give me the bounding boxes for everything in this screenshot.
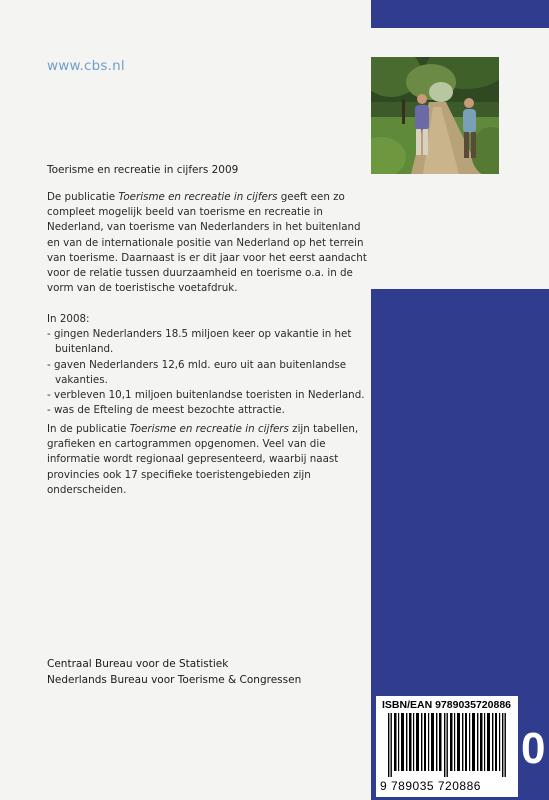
fact-item: - gaven Nederlanders 12,6 mld. euro uit aan buitenlandse vakanties. [47, 358, 367, 388]
isbn-barcode-box [376, 696, 518, 797]
fact-item: - verbleven 10,1 miljoen buitenlandse toeristen in Nederland. [47, 388, 367, 403]
facts-list [47, 327, 367, 418]
blue-header-band [371, 0, 549, 28]
hikers-photo [371, 57, 499, 174]
book-title: Toerisme en recreatie in cijfers 2009 [47, 164, 239, 176]
content-before: In de publicatie [47, 423, 130, 435]
facts-section [47, 312, 367, 418]
corner-digit: 0 [521, 724, 546, 773]
publishers [47, 656, 301, 688]
intro-paragraph [47, 190, 367, 296]
intro-before: De publicatie [47, 191, 119, 203]
publisher-nbtc: Nederlands Bureau voor Toerisme & Congressen [47, 674, 302, 686]
publisher-cbs: Centraal Bureau voor de Statistiek [47, 658, 229, 670]
website-url[interactable]: www.cbs.nl [47, 58, 125, 74]
facts-heading: In 2008: [47, 313, 90, 325]
ean-digits: 9 789035 720886 [380, 779, 481, 793]
intro-after: geeft een zo compleet mogelijk beeld van toerisme en recreatie in Nederland, van toerisme van Nederlanders in het buitenland en van de internationale positie van Nederland op het terrein van toerisme. Daarnaast is er dit jaar voor het eerst aandacht voor de relatie tussen duurzaamheid en toerisme o.a. in de vorm van de toeristische voetafdruk. [47, 191, 367, 295]
fact-item: - was de Efteling de meest bezochte attractie. [47, 403, 367, 418]
content-title-italic: Toerisme en recreatie in cijfers [129, 423, 289, 435]
content-after: zijn tabellen, grafieken en cartogrammen opgenomen. Veel van die informatie wordt regionaal gepresenteerd, waarbij naast provincies ook 17 specifieke toeristengebieden zijn onderscheiden. [47, 423, 359, 496]
barcode [380, 713, 514, 777]
isbn-label: ISBN/EAN 9789035720886 [382, 699, 512, 711]
fact-item: - gingen Nederlanders 18.5 miljoen keer op vakantie in het buitenland. [47, 327, 367, 357]
intro-title-italic: Toerisme en recreatie in cijfers [118, 191, 278, 203]
content-paragraph [47, 422, 367, 498]
